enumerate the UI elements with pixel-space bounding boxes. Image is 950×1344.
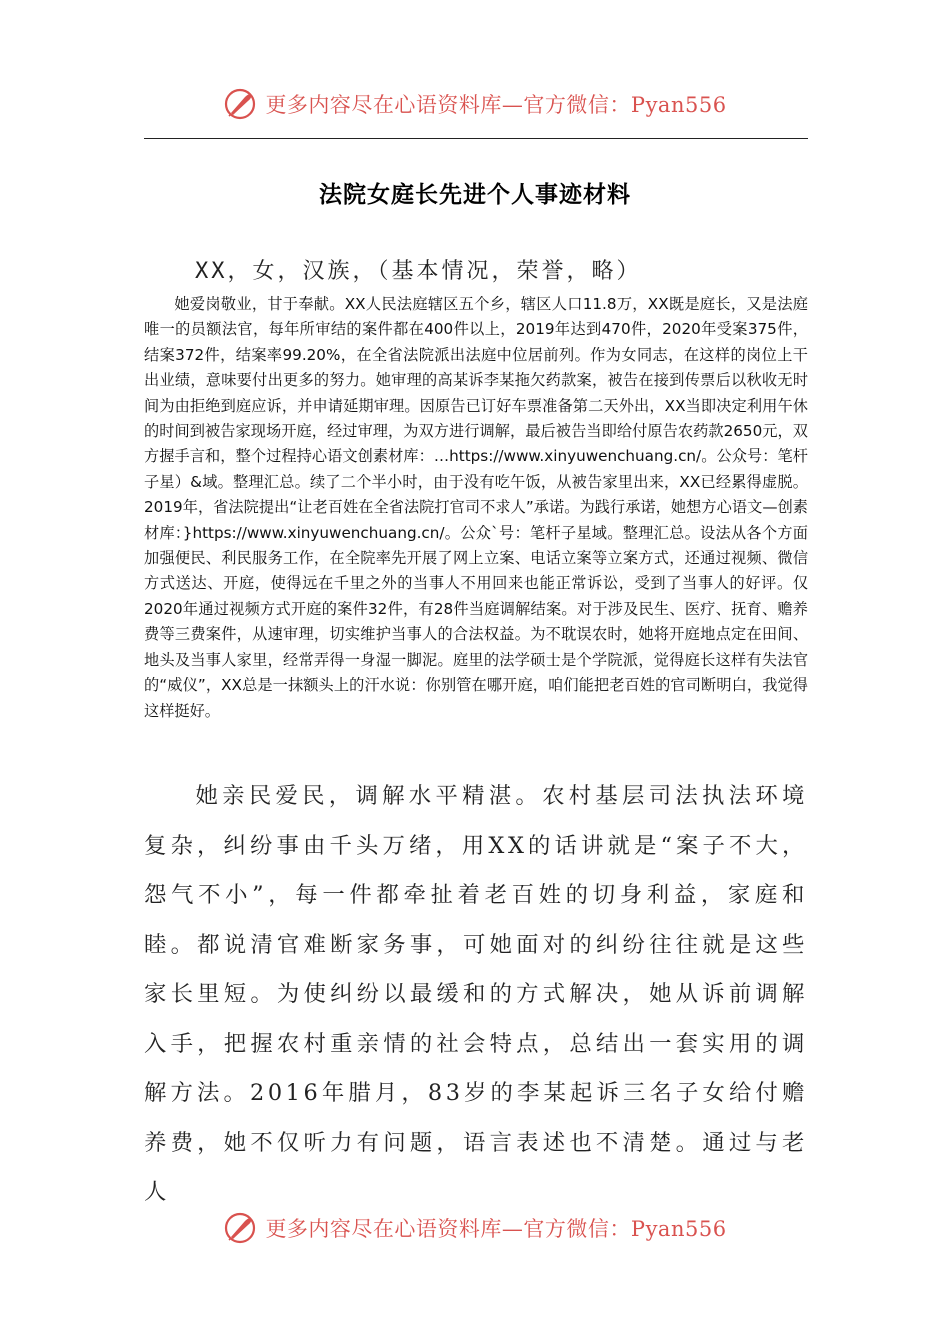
paragraph-dedication: 她爱岗敬业，甘于奉献。XX人民法庭辖区五个乡，辖区人口11.8万，XX既是庭长，又是法庭唯一的员额法官，每年所审结的案件都在400件以上，2019年达到470件，2020年受案375件，结案372件，结案率99.20%，在全省法院派出法庭中位居前列。作为女同志，在这样的岗位上干出业绩，意味要付出更多的努力。她审理的高某诉李某拖欠药款案，被告在接到传票后以秋收无时间为由拒绝到庭应诉，并申请延期审理。因原告已订好车票准备第二天外出，XX当即决定利用午休的时间到被告家现场开庭，经过审理，为双方进行调解，最后被告当即给付原告农药款2650元，双方握手言和，整个过程持心语文创素材库：…https://www.xinyuwenchuang.cn/。公众号：笔杆子星）&域。整理汇总。续了二个半小时，由于没有吃午饭，从被告家里出来，XX已经累得虚脱。2019年，省法院提出“让老百姓在全省法院打官司不求人”承诺。为践行承诺，她想方心语文—创素材库：}https://www.xinyuwenchuang.cn/。公众`号：笔杆子星域。整理汇总。设法从各个方面加强便民、利民服务工作，在全院率先开展了网上立案、电话立案等立案方式，还通过视频、微信方式送达、开庭，使得远在千里之外的当事人不用回来也能正常诉讼，受到了当事人的好评。仅2020年通过视频方式开庭的案件32件，有28件当庭调解结案。对于涉及民生、医疗、抚育、赡养费等三费案件，从速审理，切实维护当事人的合法权益。为不耽误农时，她将开庭地点定在田间、地头及当事人家里，经常弄得一身湿一脚泥。庭里的法学硕士是个学院派，觉得庭长这样有失法官的“威仪”，XX总是一抹额头上的汗水说：你别管在哪开庭，咱们能把老百姓的官司断明白，我觉得这样挺好。: [144, 295, 808, 720]
quill-pen-logo-icon: [223, 87, 257, 121]
header-divider: [144, 138, 808, 139]
header-banner: [0, 82, 950, 126]
paragraph-mediation: 她亲民爱民，调解水平精湛。农村基层司法执法环境复杂，纠纷事由千头万绪，用XX的话讲就是“案子不大，怨气不小”，每一件都牵扯着老百姓的切身利益，家庭和睦。都说清官难断家务事，可她面对的纠纷往往就是这些家长里短。为使纠纷以最缓和的方式解决，她从诉前调解入手，把握农村重亲情的社会特点，总结出一套实用的调解方法。2016年腊月，83岁的李某起诉三名子女给付赡养费，她不仅听力有问题，语言表述也不清楚。通过与老人: [144, 783, 808, 1205]
document-title: 法院女庭长先进个人事迹材料: [319, 181, 631, 208]
intro-line: XX，女，汉族，（基本情况，荣誉，略）: [195, 259, 642, 284]
quill-pen-logo-icon: [223, 1211, 257, 1245]
footer-banner: [0, 1206, 950, 1250]
footer-banner-text: 更多内容尽在心语资料库—官方微信：Pyan556: [265, 1217, 727, 1241]
header-banner-text: 更多内容尽在心语资料库—官方微信：Pyan556: [265, 93, 727, 117]
